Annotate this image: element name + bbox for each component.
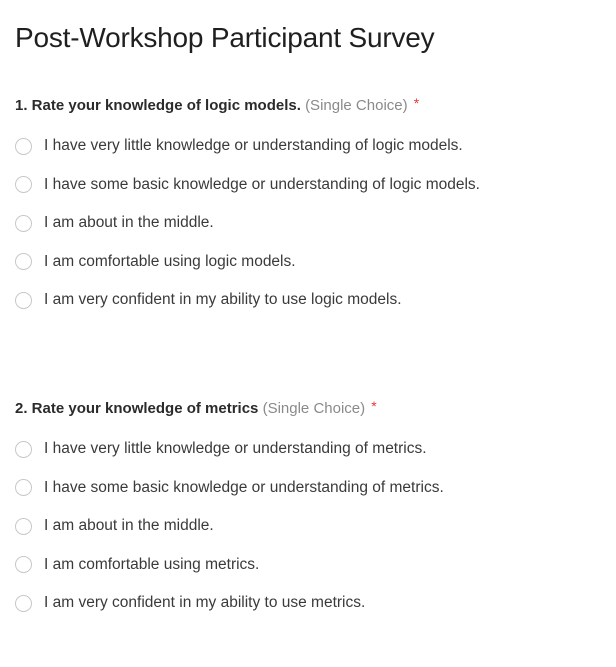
option-2[interactable] xyxy=(15,166,606,205)
radio-button[interactable] xyxy=(15,138,32,155)
option-2[interactable] xyxy=(15,469,606,508)
option-4[interactable] xyxy=(15,243,606,282)
page-title: Post-Workshop Participant Survey xyxy=(15,22,435,53)
option-3[interactable] xyxy=(15,507,606,546)
option-label: I have some basic knowledge or understanding of metrics. xyxy=(44,478,444,496)
question-type-label: (Single Choice) xyxy=(262,400,366,417)
option-label: I have very little knowledge or understanding of metrics. xyxy=(44,440,427,458)
question-text: 2. Rate your knowledge of metrics xyxy=(15,400,259,417)
option-5[interactable] xyxy=(15,584,606,623)
option-1[interactable] xyxy=(15,127,606,166)
radio-button[interactable] xyxy=(15,215,32,232)
radio-button[interactable] xyxy=(15,176,32,193)
question-1 xyxy=(15,92,606,320)
radio-button[interactable] xyxy=(15,518,32,535)
radio-button[interactable] xyxy=(15,441,32,458)
radio-button[interactable] xyxy=(15,556,32,573)
radio-button[interactable] xyxy=(15,292,32,309)
option-4[interactable] xyxy=(15,546,606,585)
option-label: I am very confident in my ability to use metrics. xyxy=(44,594,366,612)
question-header xyxy=(15,395,606,420)
required-indicator: * xyxy=(371,398,377,414)
option-label: I am about in the middle. xyxy=(44,214,214,232)
option-1[interactable] xyxy=(15,430,606,469)
radio-button[interactable] xyxy=(15,253,32,270)
radio-button[interactable] xyxy=(15,595,32,612)
radio-button[interactable] xyxy=(15,479,32,496)
option-list xyxy=(15,430,606,623)
option-label: I am comfortable using logic models. xyxy=(44,252,296,270)
option-label: I have very little knowledge or understanding of logic models. xyxy=(44,137,463,155)
question-type-label: (Single Choice) xyxy=(305,97,408,114)
option-5[interactable] xyxy=(15,281,606,320)
question-header xyxy=(15,92,606,117)
question-text: 1. Rate your knowledge of logic models. xyxy=(15,97,301,114)
option-3[interactable] xyxy=(15,204,606,243)
question-2 xyxy=(15,395,606,623)
option-label: I am very confident in my ability to use logic models. xyxy=(44,291,402,309)
option-label: I am comfortable using metrics. xyxy=(44,555,260,573)
option-label: I have some basic knowledge or understanding of logic models. xyxy=(44,175,480,193)
option-list xyxy=(15,127,606,320)
option-label: I am about in the middle. xyxy=(44,517,214,535)
required-indicator: * xyxy=(413,95,420,111)
